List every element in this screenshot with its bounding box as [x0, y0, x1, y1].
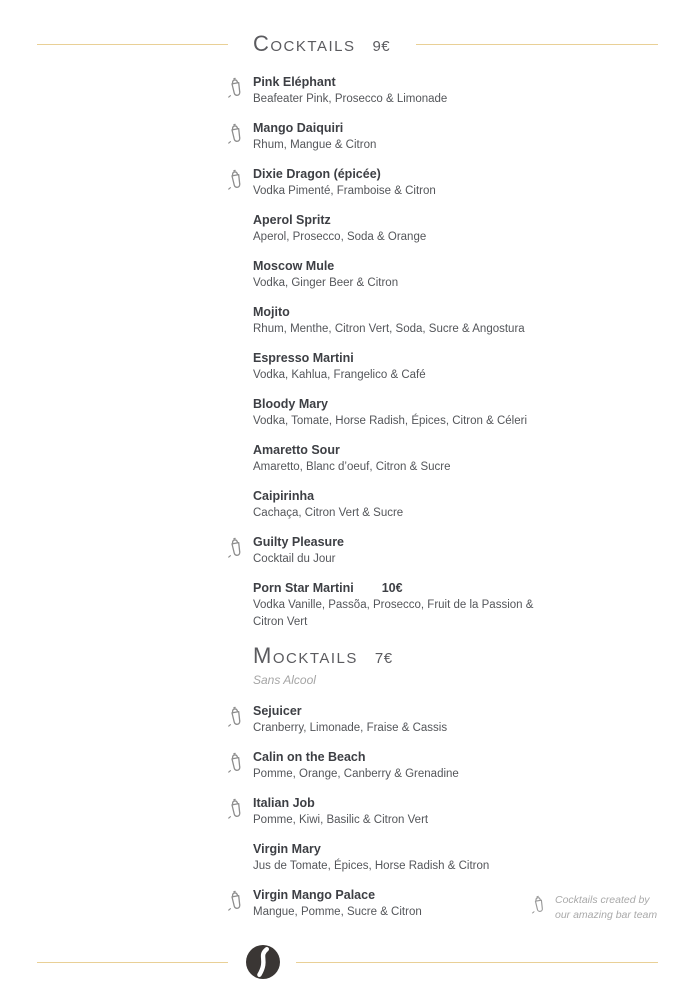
menu-item	[253, 795, 593, 829]
item-name-text: Espresso Martini	[253, 351, 354, 365]
footnote-line-2: our amazing bar team	[555, 909, 658, 921]
menu-item	[253, 258, 593, 292]
item-description: Vodka, Kahlua, Frangelico & Café	[253, 369, 426, 381]
item-name-text: Mango Daiquiri	[253, 121, 344, 135]
item-name	[253, 442, 593, 459]
footer-gold-rule-right	[296, 962, 658, 963]
gold-rule-left	[37, 44, 228, 45]
cocktail-shaker-icon	[227, 535, 245, 559]
item-description: Cranberry, Limonade, Fraise & Cassis	[253, 722, 448, 734]
item-name	[253, 304, 593, 321]
bar-logo	[245, 944, 281, 980]
menu-item	[253, 703, 593, 737]
menu-item	[253, 120, 593, 154]
section-price-cocktails: 9€	[372, 38, 391, 55]
item-name	[253, 841, 593, 858]
item-name	[253, 580, 593, 597]
item-description: Mangue, Pomme, Sucre & Citron	[253, 906, 422, 918]
item-name-text: Porn Star Martini	[253, 581, 354, 595]
menu-item	[253, 442, 593, 476]
item-description: Vodka, Ginger Beer & Citron	[253, 277, 399, 289]
gold-rule-right	[416, 44, 658, 45]
menu-item	[253, 580, 593, 631]
item-name	[253, 534, 593, 551]
item-name-text: Virgin Mango Palace	[253, 888, 376, 902]
menu-item	[253, 841, 593, 875]
item-name	[253, 749, 593, 766]
item-description: Vodka Pimenté, Framboise & Citron	[253, 185, 436, 197]
page-footer	[0, 944, 699, 980]
footnote-text	[555, 893, 657, 923]
item-name	[253, 74, 593, 91]
item-description: Rhum, Menthe, Citron Vert, Soda, Sucre & Angostura	[253, 323, 525, 335]
item-name	[253, 703, 593, 720]
item-name	[253, 488, 593, 505]
item-name-text: Virgin Mary	[253, 842, 321, 856]
menu-item	[253, 488, 593, 522]
item-description: Jus de Tomate, Épices, Horse Radish & Citron	[253, 860, 490, 872]
item-name-text: Pink Eléphant	[253, 75, 336, 89]
menu-item	[253, 749, 593, 783]
footnote	[531, 893, 657, 923]
item-description: Cocktail du Jour	[253, 553, 336, 565]
item-name-text: Sejuicer	[253, 704, 302, 718]
mocktails-item-list	[253, 703, 593, 921]
item-name-text: Moscow Mule	[253, 259, 335, 273]
item-name-text: Mojito	[253, 305, 290, 319]
menu-item	[253, 212, 593, 246]
cocktail-shaker-icon	[227, 750, 245, 774]
item-name-text: Caipirinha	[253, 489, 315, 503]
cocktail-shaker-icon	[227, 167, 245, 191]
item-price: 10€	[381, 581, 403, 595]
item-name-text: Italian Job	[253, 796, 315, 810]
item-name-text: Calin on the Beach	[253, 750, 366, 764]
item-description: Vodka Vanille, Passõa, Prosecco, Fruit de la Passion & Citron Vert	[253, 599, 534, 628]
menu-item	[253, 396, 593, 430]
mocktails-subtitle: Sans Alcool	[253, 673, 316, 687]
item-name	[253, 212, 593, 229]
item-description: Pomme, Kiwi, Basilic & Citron Vert	[253, 814, 429, 826]
item-description: Cachaça, Citron Vert & Sucre	[253, 507, 404, 519]
section-header-cocktails	[0, 28, 699, 60]
section-title-mocktails: Mocktails	[253, 643, 358, 668]
cocktail-shaker-icon	[227, 888, 245, 912]
footer-gold-rule-left	[37, 962, 228, 963]
cocktails-item-list	[253, 74, 593, 631]
cocktail-shaker-icon	[531, 893, 547, 915]
cocktail-shaker-icon	[227, 704, 245, 728]
footnote-line-1: Cocktails created by	[555, 894, 650, 906]
item-name	[253, 350, 593, 367]
cocktail-shaker-icon	[227, 796, 245, 820]
cocktail-shaker-icon	[227, 75, 245, 99]
item-description: Amaretto, Blanc d’oeuf, Citron & Sucre	[253, 461, 451, 473]
item-name	[253, 120, 593, 137]
item-name	[253, 396, 593, 413]
menu-item	[253, 74, 593, 108]
menu-item	[253, 304, 593, 338]
cocktail-shaker-icon	[227, 121, 245, 145]
section-price-mocktails: 7€	[374, 650, 393, 667]
section-title-wrap	[253, 31, 390, 57]
item-name-text: Guilty Pleasure	[253, 535, 345, 549]
menu-item	[253, 166, 593, 200]
menu-item	[253, 534, 593, 568]
item-name-text: Amaretto Sour	[253, 443, 340, 457]
item-description: Beafeater Pink, Prosecco & Limonade	[253, 93, 448, 105]
menu-item	[253, 350, 593, 384]
item-description: Rhum, Mangue & Citron	[253, 139, 377, 151]
item-description: Pomme, Orange, Canberry & Grenadine	[253, 768, 459, 780]
menu-content	[253, 74, 593, 933]
item-name	[253, 795, 593, 812]
item-name-text: Aperol Spritz	[253, 213, 331, 227]
item-name	[253, 258, 593, 275]
item-name-text: Dixie Dragon (épicée)	[253, 167, 381, 181]
section-title-cocktails: Cocktails	[253, 31, 356, 56]
item-description: Aperol, Prosecco, Soda & Orange	[253, 231, 427, 243]
item-description: Vodka, Tomate, Horse Radish, Épices, Citron & Céleri	[253, 415, 527, 427]
item-name-text: Bloody Mary	[253, 397, 329, 411]
section-header-mocktails	[253, 643, 593, 689]
item-name	[253, 166, 593, 183]
section-title-wrap	[253, 643, 593, 672]
